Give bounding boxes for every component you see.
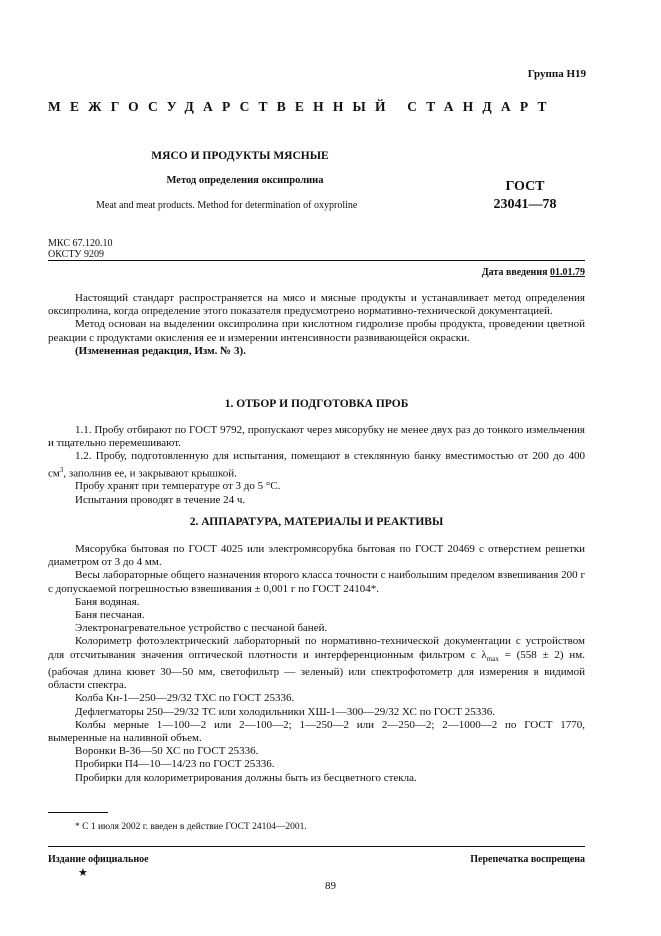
- amendment-note: (Измененная редакция, Изм. № 3).: [75, 344, 246, 357]
- equipment-item: Баня песчаная.: [75, 609, 145, 622]
- equipment-item: Воронки В-36—50 ХС по ГОСТ 25336.: [75, 745, 259, 758]
- clause-1-1: 1.1. Пробу отбирают по ГОСТ 9792, пропускают через мясорубку не менее двух раз до тонкого измельчения и тщательно перемешивают.: [48, 424, 585, 450]
- classification-codes: [48, 238, 112, 260]
- equipment-item: Дефлегматоры 250—29/32 ТС или холодильники ХШ-1—300—29/32 ХС по ГОСТ 25336.: [75, 705, 495, 718]
- section-2-body: [48, 543, 585, 785]
- group-code: Группа Н19: [527, 68, 586, 80]
- equipment-item: Колба Кн-1—250—29/32 ТХС по ГОСТ 25336.: [75, 692, 295, 705]
- footnote: * С 1 июля 2002 г. введен в действие ГОСТ 24104—2001.: [75, 822, 307, 832]
- storage-note: Пробу хранят при температуре от 3 до 5 °С.: [75, 480, 281, 493]
- equipment-item: Мясорубка бытовая по ГОСТ 4025 или электромясорубка бытовая по ГОСТ 20469 с отверстием решетки диаметром от 3 до 4 мм.: [48, 543, 585, 569]
- okstu-code: ОКСТУ 9209: [48, 249, 105, 260]
- mks-code: МКС 67.120.10: [48, 238, 113, 249]
- clause-1-2: 1.2. Пробу, подготовленную для испытания, помещают в стеклянную банку вместимостью от 200 до 400 $см^3$, заполнив ее, и закрывают крышкой.: [48, 450, 585, 480]
- page-number: 89: [325, 880, 336, 892]
- gost-designation: [480, 178, 570, 214]
- gost-label: ГОСТ: [505, 179, 545, 194]
- gost-number: 23041—78: [493, 197, 557, 212]
- equipment-item: Баня водяная.: [75, 595, 140, 608]
- document-subtitle: Метод определения оксипролина: [166, 175, 324, 186]
- publication-note: Издание официальное: [48, 854, 149, 865]
- intro-paragraph: Настоящий стандарт распространяется на мясо и мясные продукты и устанавливает метод определения оксипролина, когда определение этого показателя предусмотрено нормативно-технической документацией.: [48, 292, 585, 318]
- reprint-notice: Перепечатка воспрещена: [470, 854, 585, 865]
- equipment-item: Пробирки П4—10—14/23 по ГОСТ 25336.: [75, 758, 275, 771]
- equipment-item: Колбы мерные 1—100—2 или 2—100—2; 1—250—2 или 2—250—2; 2—1000—2 по ГОСТ 1770, вымеренные на наливной объем.: [48, 718, 585, 745]
- standard-banner: МЕЖГОСУДАРСТВЕННЫЙ СТАНДАРТ: [48, 99, 556, 114]
- footer-divider: [48, 846, 585, 847]
- section-2-heading: 2. АППАРАТУРА, МАТЕРИАЛЫ И РЕАКТИВЫ: [189, 516, 444, 528]
- testing-note: Испытания проводят в течение 24 ч.: [75, 493, 246, 506]
- effective-date: [482, 267, 585, 278]
- header-divider: [48, 260, 585, 261]
- intro-section: [48, 292, 585, 358]
- date-value: 01.01.79: [550, 267, 585, 278]
- intro-paragraph: Метод основан на выделении оксипролина при кислотном гидролизе пробы продукта, проведении цветной реакции с продуктами окисления ее и измерении интенсивности развивающейся окраски.: [48, 318, 585, 344]
- equipment-item: Электронагревательное устройство с песчаной баней.: [75, 622, 328, 635]
- equipment-item: Колориметр фотоэлектрический лабораторный по нормативно-технической документации с устройством для отсчитывания значения оптической плотности и интерференционным фильтром с $\lambda_{max} = (558 \pm 2)$ нм. (рабочая длина кювет 30—50 мм, светофильтр — зеленый) или спектрофотометр для измерения в видимой области спектра.: [48, 635, 585, 692]
- date-label: Дата введения: [481, 267, 548, 278]
- section-1-heading: 1. ОТБОР И ПОДГОТОВКА ПРОБ: [224, 398, 409, 410]
- section-1-body: [48, 424, 585, 507]
- equipment-item: Весы лабораторные общего назначения второго класса точности с наибольшим пределом взвешивания 200 г с допускаемой погрешностью взвешивания ± 0,001 г по ГОСТ 24104*.: [48, 569, 585, 595]
- star-icon: ★: [78, 867, 88, 879]
- english-title: Meat and meat products. Method for determination of oxyproline: [96, 200, 358, 211]
- footnote-rule: [48, 812, 108, 813]
- equipment-item: Пробирки для колориметрирования должны быть из бесцветного стекла.: [75, 771, 417, 784]
- document-title: МЯСО И ПРОДУКТЫ МЯСНЫЕ: [151, 150, 329, 162]
